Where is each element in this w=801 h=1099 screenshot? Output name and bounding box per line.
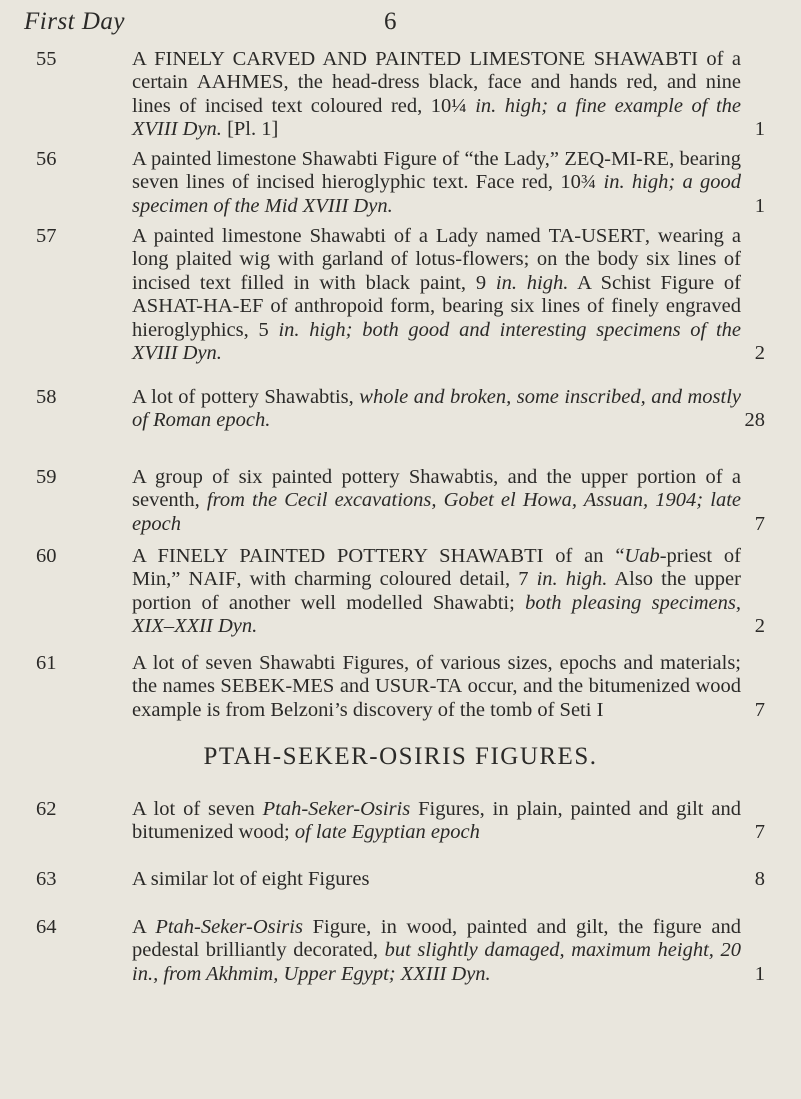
lot-number: 62 xyxy=(36,798,57,820)
lot-description xyxy=(132,545,741,639)
lot-quantity: 2 xyxy=(754,615,765,638)
page-number: 6 xyxy=(384,8,397,35)
lot-text-run: ASHAT-HA-EF xyxy=(132,295,264,318)
lot-text-run: SEBEK-MES xyxy=(220,675,335,698)
lot-text-run: both pleasing specimens, XIX–XXII Dyn. xyxy=(132,591,741,638)
lot-description xyxy=(132,652,741,722)
lot-entry xyxy=(36,868,765,891)
lot-text-run: A lot of seven Shawabti Figures, of various sizes, epochs and materials; the names xyxy=(132,652,741,698)
lot-quantity: 7 xyxy=(754,698,765,721)
lot-text-run: Ptah-Seker-Osiris xyxy=(155,916,303,938)
lot-quantity: 8 xyxy=(754,868,765,890)
lot-quantity: 1 xyxy=(754,118,765,141)
lot-text-run: [Pl. 1] xyxy=(221,118,279,141)
lot-text-run: USUR-TA xyxy=(374,675,463,698)
lot-text-run: A xyxy=(132,916,156,938)
lot-text-run: , with charming coloured detail, 7 xyxy=(236,568,537,591)
lot-number: 56 xyxy=(36,148,57,170)
lot-entry xyxy=(36,466,765,536)
lot-entry xyxy=(36,916,765,986)
lot-number: 60 xyxy=(36,545,57,567)
lot-entry xyxy=(36,798,765,845)
lot-description xyxy=(132,466,741,536)
lot-entry xyxy=(36,545,765,639)
lot-text-run: of a certain xyxy=(132,48,741,94)
day-heading: First Day xyxy=(24,8,126,35)
lot-text-run: in. high; a fine example of the XVIII Dyn. xyxy=(132,94,741,141)
lot-text-run: and xyxy=(334,675,375,698)
page-header xyxy=(24,8,777,40)
lot-text-run: A xyxy=(132,48,155,70)
lot-number: 55 xyxy=(36,48,57,70)
lot-text-run: of an “ xyxy=(543,545,625,567)
lot-entry xyxy=(36,225,765,365)
lot-entry xyxy=(36,48,765,142)
lot-text-run: A Schist Figure of xyxy=(568,271,741,294)
lot-description xyxy=(132,225,741,365)
lot-text-run: occur, and the bitumenized wood example is from Belzoni’s discovery of the tomb of Seti I xyxy=(132,675,741,721)
lot-text-run: ZEQ-MI-RE xyxy=(564,148,670,170)
lot-text-run: FINELY PAINTED POTTERY SHAWABTI xyxy=(157,545,544,567)
lot-text-run: in. high. xyxy=(495,271,569,294)
lot-entry xyxy=(36,148,765,218)
lot-entry xyxy=(36,386,765,433)
lot-text-run: -priest of Min,” xyxy=(132,545,741,591)
lot-text-run: of anthropoid form, bearing six lines of finely engraved hieroglyphics, 5 xyxy=(132,295,741,341)
lot-text-run: TA-USERT xyxy=(548,225,645,247)
lot-text-run: AAHMES xyxy=(196,71,284,94)
lot-text-run: , the head-dress black, face and hands red, and nine lines of incised text coloured red, 10¼ xyxy=(132,71,741,117)
lot-description xyxy=(132,148,741,218)
lot-text-run: A similar lot of eight Figures xyxy=(132,868,370,890)
lot-text-run: Uab xyxy=(624,545,660,567)
lot-number: 63 xyxy=(36,868,57,890)
lot-description xyxy=(132,798,741,845)
lot-description xyxy=(132,916,741,986)
lot-text-run: in. high; both good and interesting specimens of the XVIII Dyn. xyxy=(132,318,741,365)
lot-text-run: in. high; a good specimen of the Mid XVIII Dyn. xyxy=(132,171,742,217)
lot-text-run: NAIF xyxy=(188,568,237,591)
lot-number: 59 xyxy=(36,466,57,488)
lot-text-run: A lot of seven xyxy=(132,798,263,820)
lot-text-run: Also the upper portion of another well modelled Shawabti; xyxy=(132,568,741,614)
lot-text-run: Ptah-Seker-Osiris xyxy=(262,798,411,820)
lot-quantity: 2 xyxy=(754,342,765,365)
lot-text-run: , bearing seven lines of incised hieroglyphic text. Face red, 10¾ xyxy=(132,148,741,194)
lot-text-run: in. high. xyxy=(536,568,608,591)
lot-description xyxy=(132,868,741,891)
lot-description xyxy=(132,48,741,142)
lot-quantity: 1 xyxy=(754,194,765,217)
lot-text-run: but slightly damaged, maximum height, 20 in., from Akhmim, Upper Egypt; XXIII Dyn. xyxy=(132,939,742,985)
lot-number: 57 xyxy=(36,225,57,247)
lot-text-run: FINELY CARVED AND PAINTED LIMESTONE SHAWABTI xyxy=(154,48,698,70)
lot-quantity: 28 xyxy=(744,409,765,432)
lot-quantity: 7 xyxy=(754,512,765,535)
lot-entry xyxy=(36,652,765,722)
lot-text-run: A painted limestone Shawabti of a Lady named xyxy=(132,225,549,247)
lot-number: 61 xyxy=(36,652,57,674)
lot-number: 58 xyxy=(36,386,57,408)
lot-quantity: 7 xyxy=(754,821,765,844)
lot-text-run: A group of six painted pottery Shawabtis, and the upper portion of a seventh, xyxy=(132,466,741,512)
lot-text-run: whole and broken, some inscribed, and mostly of Roman epoch. xyxy=(132,386,741,432)
lot-quantity: 1 xyxy=(754,962,765,985)
lot-text-run: Figure, in wood, painted and gilt, the figure and pedestal brilliantly decorated, xyxy=(132,916,741,962)
lot-text-run: of late Egyptian epoch xyxy=(294,821,480,844)
lot-number: 64 xyxy=(36,916,57,938)
lot-text-run: Figures, in plain, painted and gilt and bitumenized wood; xyxy=(132,798,741,844)
lot-description xyxy=(132,386,741,433)
section-title: PTAH-SEKER-OSIRIS FIGURES. xyxy=(203,743,598,770)
lot-text-run: , wearing a long plaited wig with garland of lotus-flowers; on the body six lines of incised text filled in with black paint, 9 xyxy=(132,225,741,294)
lot-text-run: from the Cecil excavations, Gobet el Howa, Assuan, 1904; late epoch xyxy=(132,489,741,535)
lot-text-run: A xyxy=(132,545,158,567)
lot-text-run: A lot of pottery Shawabtis, xyxy=(132,386,360,408)
lot-text-run: A painted limestone Shawabti Figure of “the Lady,” xyxy=(132,148,565,170)
